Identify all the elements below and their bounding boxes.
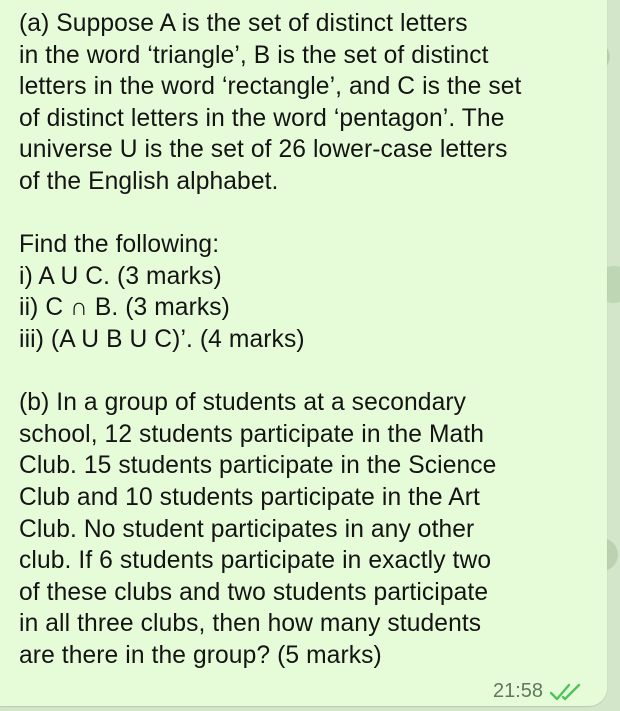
- message-line: in all three clubs, then how many students: [19, 610, 482, 638]
- double-check-read-icon: [549, 682, 587, 702]
- message-line: of the English alphabet.: [19, 167, 279, 195]
- message-line: universe U is the set of 26 lower-case letters: [19, 136, 508, 164]
- message-line: letters in the word ‘rectangle’, and C is the set: [19, 73, 522, 101]
- message-line: Club. No student participates in any other: [19, 515, 475, 543]
- message-line: iii) (A U B U C)’. (4 marks): [19, 325, 305, 353]
- message-line: in the word ‘triangle’, B is the set of distinct: [19, 41, 489, 69]
- message-line: Club and 10 students participate in the Art: [19, 483, 480, 511]
- message-line: Club. 15 students participate in the Science: [19, 452, 497, 480]
- message-meta: [493, 680, 587, 703]
- message-blank-line: [19, 198, 599, 230]
- message-line: school, 12 students participate in the Math: [19, 420, 485, 448]
- message-blank-line: [19, 356, 599, 388]
- message-line: of distinct letters in the word ‘pentagon’. The: [19, 104, 505, 132]
- message-line: club. If 6 students participate in exactly two: [19, 547, 492, 575]
- message-text: [19, 8, 599, 671]
- message-line: (b) In a group of students at a secondary: [19, 389, 467, 417]
- message-timestamp: 21:58: [493, 680, 544, 702]
- message-line: (a) Suppose A is the set of distinct letters: [19, 10, 468, 37]
- message-line: are there in the group? (5 marks): [19, 641, 382, 669]
- message-line: of these clubs and two students participate: [19, 578, 489, 606]
- message-line: ii) C ∩ B. (3 marks): [19, 294, 230, 322]
- message-line: Find the following:: [19, 231, 220, 259]
- message-line: i) A U C. (3 marks): [19, 262, 222, 290]
